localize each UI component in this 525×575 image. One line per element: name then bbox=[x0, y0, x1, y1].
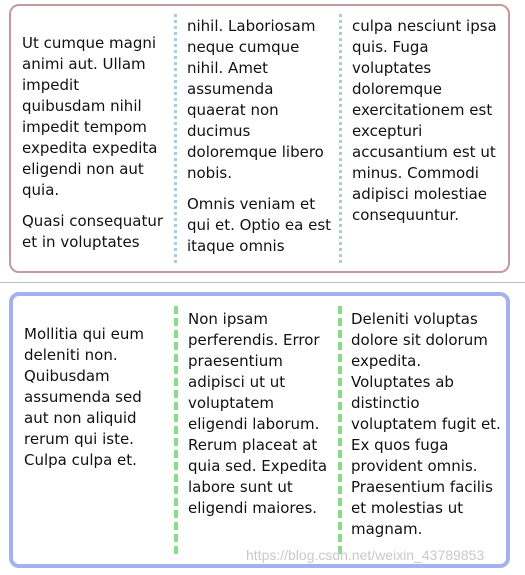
bottom-column-rule-2 bbox=[338, 306, 342, 554]
top-column-rule-2 bbox=[339, 14, 342, 263]
top-column-2-paragraph-1: nihil. Laboriosam neque cumque nihil. Amet assumenda quaerat non ducimus doloremque libero nobis. bbox=[187, 17, 324, 182]
bottom-column-1 bbox=[24, 324, 164, 471]
top-column-1-paragraph-1: Ut cumque magni animi aut. Ullam impedit quibusdam nihil impedit tempom expedita expedita eligendi non aut quia. bbox=[22, 34, 158, 199]
bottom-column-1-paragraph-1: Mollitia qui eum deleniti non. Quibusdam assumenda sed aut non aliquid rerum qui iste. Culpa culpa et. bbox=[24, 325, 144, 469]
top-column-2-paragraph-2: Omnis veniam et qui et. Optio ea est itaque omnis bbox=[187, 195, 332, 255]
top-column-3-paragraph-1: culpa nesciunt ipsa quis. Fuga voluptates doloremque exercitationem est excepturi accusantium est ut minus. Commodi adipisci molestiae consequuntur. bbox=[352, 17, 497, 224]
top-column-2 bbox=[187, 16, 333, 257]
bottom-column-rule-1 bbox=[174, 306, 178, 554]
watermark: https://blog.csdn.net/weixin_43789853 bbox=[246, 547, 485, 563]
top-column-1-paragraph-2: Quasi consequatur et in voluptates bbox=[22, 212, 164, 251]
top-column-1 bbox=[22, 33, 164, 253]
bottom-column-3 bbox=[351, 309, 501, 540]
top-column-3 bbox=[352, 16, 502, 226]
top-column-rule-1 bbox=[174, 14, 177, 263]
bottom-column-2-paragraph-1: Non ipsam perferendis. Error praesentium adipisci ut ut voluptatem eligendi laborum. Rerum placeat at quia sed. Expedita labore sunt ut eligendi maiores. bbox=[188, 310, 328, 517]
bottom-column-2 bbox=[188, 309, 332, 519]
section-divider bbox=[0, 282, 525, 283]
bottom-column-3-paragraph-1: Deleniti voluptas dolore sit dolorum expedita. Voluptates ab distinctio voluptatem fugit et. Ex quos fuga provident omnis. Praesentium facilis et molestias ut magnam. bbox=[351, 310, 501, 538]
